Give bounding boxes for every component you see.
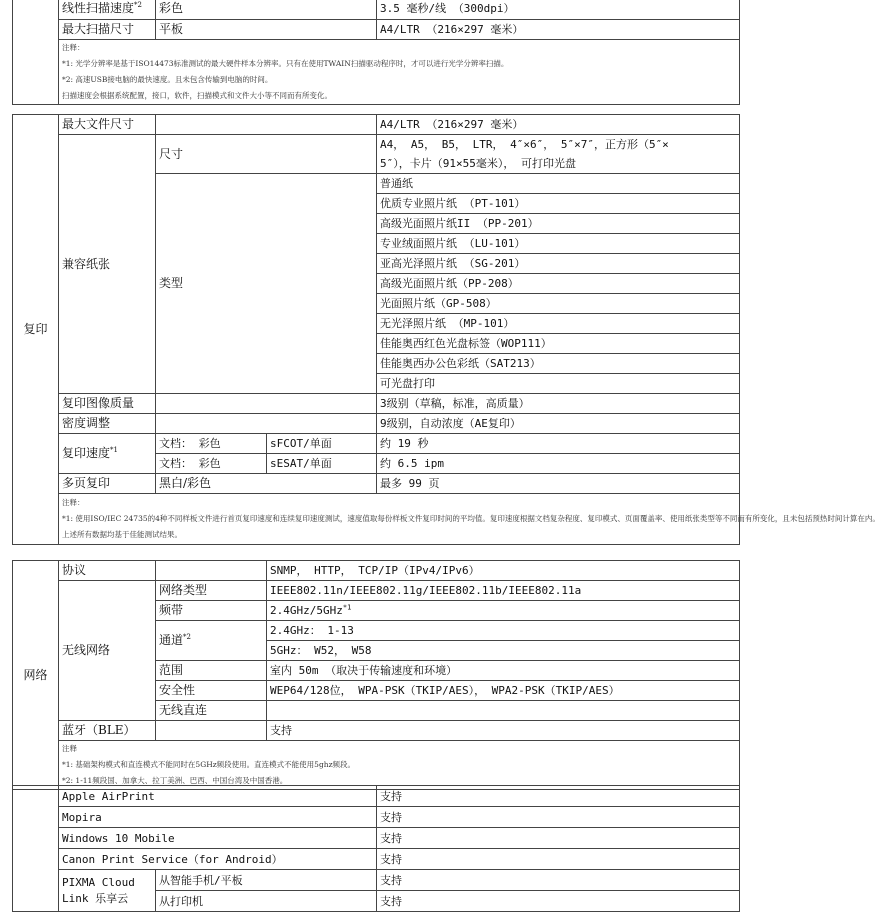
row-label-wireless: 无线网络 <box>59 581 156 721</box>
copy-speed-mode: sFCOT/单面 <box>267 434 377 454</box>
paper-type-item: 可光盘打印 <box>377 374 740 394</box>
row-label-network-type: 网络类型 <box>156 581 267 601</box>
paper-type-item: 佳能奥西办公色彩纸（SAT213） <box>377 354 740 374</box>
row-label-paper-type: 类型 <box>156 174 377 394</box>
copy-speed-value: 约 19 秒 <box>377 434 740 454</box>
copy-notes: 注释： *1: 使用ISO/IEC 24735的4种不同样板文件进行首页复印速度和连续复印速度测试，速度值取每份样板文件复印时间的平均值。复印速度根据文档复杂程度、复印模式、页面覆盖率、使用纸张类型等不同而有所变化，且未包括预热时间计算在内。 上述所有数据均基于佳能测试结果。 <box>59 494 740 545</box>
row-value-from-smartphone: 支持 <box>377 870 740 891</box>
row-label-density: 密度调整 <box>59 414 156 434</box>
row-label-max-doc-size: 最大文件尺寸 <box>59 115 156 135</box>
paper-type-item: 佳能奥西红色光盘标签（WOP111） <box>377 334 740 354</box>
row-value-copy-quality: 3级别（草稿，标准，高质量） <box>377 394 740 414</box>
scan-spec-table <box>12 0 740 105</box>
mobile-spec-table <box>12 785 740 912</box>
row-value-channel-24: 2.4GHz： 1-13 <box>267 621 740 641</box>
row-sub-from-printer: 从打印机 <box>156 891 377 912</box>
row-value-range: 室内 50m （取决于传输速度和环境） <box>267 661 740 681</box>
section-cell-scan <box>13 0 59 105</box>
row-label-compatible-paper: 兼容纸张 <box>59 135 156 394</box>
row-sub-multi-copy: 黑白/彩色 <box>156 474 377 494</box>
row-label-protocol: 协议 <box>59 561 156 581</box>
network-notes: 注释 *1: 基础架构模式和直连模式不能同时在5GHz频段使用。直连模式不能使用5ghz频段。 *2: 1-11频段国、加拿大、拉丁美洲、巴西、中国台湾及中国香港。 <box>59 741 740 790</box>
row-sub-flatbed: 平板 <box>156 20 377 40</box>
row-value-airprint: 支持 <box>377 786 740 807</box>
section-label-copy: 复印 <box>13 115 59 545</box>
row-value-from-printer: 支持 <box>377 891 740 912</box>
row-label-pixma-cloud: PIXMA Cloud Link 乐享云 <box>59 870 156 912</box>
row-label-canon-print-service: Canon Print Service（for Android） <box>59 849 377 870</box>
copy-spec-table <box>12 114 880 545</box>
paper-type-item: 亚高光泽照片纸 （SG-201） <box>377 254 740 274</box>
row-value-line-scan-speed: 3.5 毫秒/线 （300dpi） <box>377 0 740 20</box>
row-label-copy-speed: 复印速度$^{*1}$ <box>59 434 156 474</box>
row-label-max-scan-size: 最大扫描尺寸 <box>59 20 156 40</box>
network-spec-table <box>12 560 740 790</box>
paper-type-item: 优质专业照片纸 （PT-101） <box>377 194 740 214</box>
copy-speed-doc: 文档： 彩色 <box>156 434 267 454</box>
row-label-paper-size: 尺寸 <box>156 135 377 174</box>
row-value-band: 2.4GHz/5GHz$^{*1}$ <box>267 601 740 621</box>
paper-type-item: 无光泽照片纸 （MP-101） <box>377 314 740 334</box>
paper-type-item: 高级光面照片纸（PP-208） <box>377 274 740 294</box>
row-label-band: 频带 <box>156 601 267 621</box>
copy-speed-doc: 文档： 彩色 <box>156 454 267 474</box>
row-sub-color: 彩色 <box>156 0 377 20</box>
row-value-protocol: SNMP， HTTP， TCP/IP（IPv4/IPv6） <box>267 561 740 581</box>
section-cell-mobile <box>13 786 59 912</box>
row-value-density: 9级别，自动浓度（AE复印） <box>377 414 740 434</box>
section-label-network: 网络 <box>13 561 59 790</box>
row-label-multi-copy: 多页复印 <box>59 474 156 494</box>
row-value-network-type: IEEE802.11n/IEEE802.11g/IEEE802.11b/IEEE802.11a <box>267 581 740 601</box>
paper-type-item: 高级光面照片纸II （PP-201） <box>377 214 740 234</box>
row-value-security: WEP64/128位， WPA-PSK（TKIP/AES）， WPA2-PSK（TKIP/AES） <box>267 681 740 701</box>
row-label-windows-mobile: Windows 10 Mobile <box>59 828 377 849</box>
paper-type-item: 普通纸 <box>377 174 740 194</box>
row-label-copy-quality: 复印图像质量 <box>59 394 156 414</box>
row-label-channel: 通道$^{*2}$ <box>156 621 267 661</box>
row-value-channel-5: 5GHz： W52， W58 <box>267 641 740 661</box>
row-label-mopira: Mopira <box>59 807 377 828</box>
paper-type-item: 光面照片纸（GP-508） <box>377 294 740 314</box>
row-label-airprint: Apple AirPrint <box>59 786 377 807</box>
copy-speed-mode: sESAT/单面 <box>267 454 377 474</box>
row-label-wireless-direct: 无线直连 <box>156 701 267 721</box>
row-label-range: 范围 <box>156 661 267 681</box>
row-value-canon-print-service: 支持 <box>377 849 740 870</box>
row-value-max-scan-size: A4/LTR （216×297 毫米） <box>377 20 740 40</box>
row-value-max-doc-size: A4/LTR （216×297 毫米） <box>377 115 740 135</box>
row-value-multi-copy: 最多 99 页 <box>377 474 740 494</box>
row-label-security: 安全性 <box>156 681 267 701</box>
copy-speed-value: 约 6.5 ipm <box>377 454 740 474</box>
row-value-mopira: 支持 <box>377 807 740 828</box>
scan-notes: 注释： *1: 光学分辨率是基于ISO14473标准测试的最大硬件样本分辨率。只有在使用TWAIN扫描驱动程序时，才可以进行光学分辨率扫描。 *2: 高速USB接电脑的最快速度。且未包含传输到电脑的时间。 扫描速度会根据系统配置，接口，软件，扫描模式和文件大小等不同而有所变化。 <box>59 40 740 105</box>
row-value-paper-size: A4， A5， B5， LTR， 4″×6″， 5″×7″，正方形（5″× 5″），卡片（91×55毫米）， 可打印光盘 <box>377 135 740 174</box>
row-value-ble: 支持 <box>267 721 740 741</box>
row-sub-from-smartphone: 从智能手机/平板 <box>156 870 377 891</box>
paper-type-item: 专业绒面照片纸 （LU-101） <box>377 234 740 254</box>
row-label-ble: 蓝牙（BLE） <box>59 721 156 741</box>
row-value-windows-mobile: 支持 <box>377 828 740 849</box>
row-label-line-scan-speed: 线性扫描速度$^{*2}$ <box>59 0 156 20</box>
